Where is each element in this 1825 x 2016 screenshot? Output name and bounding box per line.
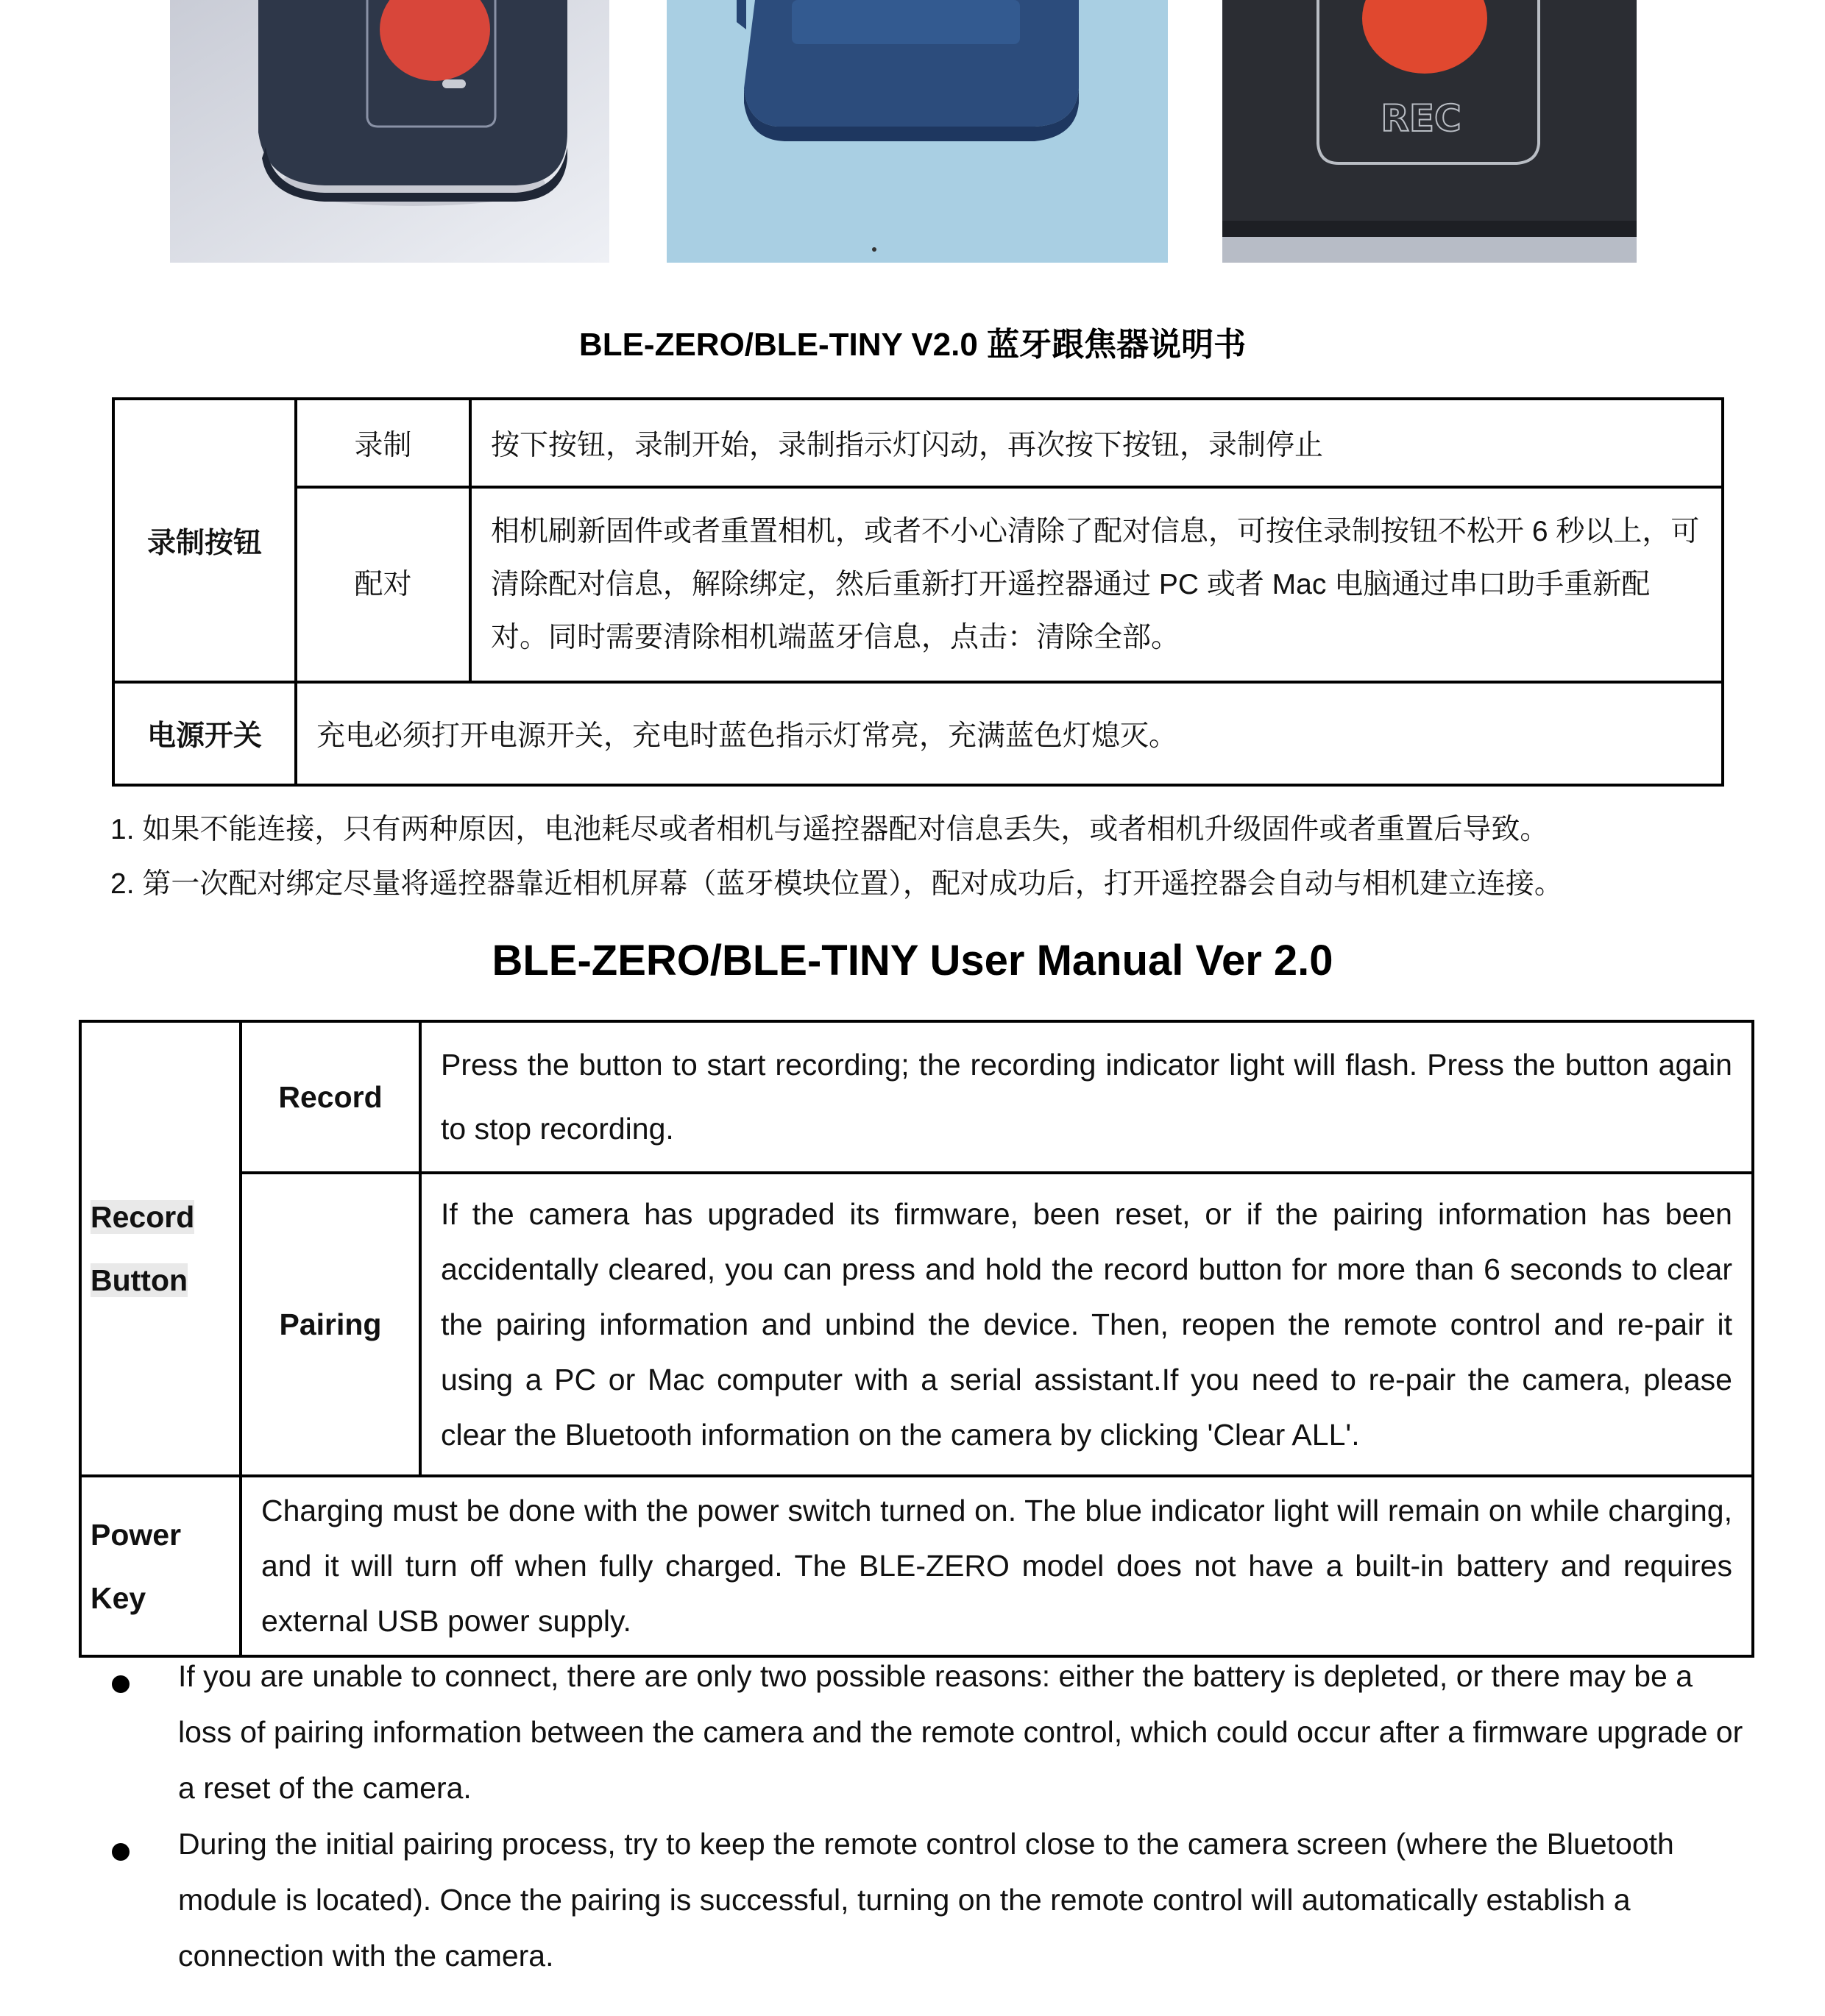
cn-power-switch-header: 电源开关	[113, 682, 296, 785]
rec-label: REC	[1381, 97, 1461, 140]
en-note-2: During the initial pairing process, try to keep the remote control close to the camera screen (where the Bluetooth module is located). Once the pairing is successful, turning on the remote control will automatically establish a connection with the camera.	[178, 1827, 1674, 1973]
product-photo-2	[667, 0, 1168, 263]
en-power-key-header	[80, 1476, 241, 1656]
remote-photo-rec	[1222, 0, 1637, 263]
cn-manual-title: BLE-ZERO/BLE-TINY V2.0 蓝牙跟焦器说明书	[578, 327, 1247, 363]
en-record-button-header	[80, 1021, 241, 1476]
bullet-icon	[112, 1843, 130, 1861]
en-power-desc: Charging must be done with the power switch turned on. The blue indicator light will remain on while charging, and it will turn off when fully charged. The BLE-ZERO model does not have a built-in battery and requires external USB power supply.	[241, 1476, 1753, 1656]
cn-manual-table	[112, 397, 1724, 787]
table-row	[80, 1173, 1753, 1476]
cn-note-1: 1. 如果不能连接，只有两种原因，电池耗尽或者相机与遥控器配对信息丢失，或者相机升级固件或者重置后导致。	[110, 814, 1549, 845]
en-record-button-line2: Button	[91, 1263, 188, 1297]
bullet-icon	[112, 1675, 130, 1693]
product-photo-1	[170, 0, 609, 263]
en-pairing-label: Pairing	[241, 1173, 420, 1476]
en-power-key-line1: Power	[91, 1517, 182, 1552]
product-photo-3	[1222, 0, 1637, 263]
table-row	[113, 487, 1723, 682]
table-row	[113, 682, 1723, 785]
en-record-label: Record	[241, 1021, 420, 1173]
cn-pairing-label: 配对	[296, 487, 470, 682]
cn-record-button-header: 录制按钮	[113, 399, 296, 682]
table-row	[80, 1476, 1753, 1656]
en-manual-table	[79, 1020, 1754, 1658]
cn-pairing-desc: 相机刷新固件或者重置相机，或者不小心清除了配对信息，可按住录制按钮不松开 6 秒以上，可清除配对信息，解除绑定，然后重新打开遥控器通过 PC 或者 Mac 电脑通过串口助手重新配对。同时需要清除相机端蓝牙信息，点击：清除全部。	[470, 487, 1723, 682]
en-power-key-line2: Key	[91, 1580, 146, 1615]
cn-power-desc: 充电必须打开电源开关，充电时蓝色指示灯常亮，充满蓝色灯熄灭。	[296, 682, 1723, 785]
en-note-1: If you are unable to connect, there are only two possible reasons: either the battery is depleted, or there may be a loss of pairing information between the camera and the remote control, which could occur after a firmware upgrade or a reset of the camera.	[178, 1659, 1743, 1805]
remote-photo-blue-bg	[667, 0, 1168, 263]
en-pairing-desc: If the camera has upgraded its firmware, been reset, or if the pairing information has been accidentally cleared, you can press and hold the record button for more than 6 seconds to clear the pairing information and unbind the device. Then, reopen the remote control and re-pair it using a PC or Mac computer with a serial assistant.If you need to re-pair the camera, please clear the Bluetooth information on the camera by clicking 'Clear ALL'.	[420, 1173, 1753, 1476]
cn-record-desc: 按下按钮，录制开始，录制指示灯闪动，再次按下按钮，录制停止	[470, 399, 1723, 487]
en-record-button-line1: Record	[91, 1200, 195, 1234]
en-manual-title: BLE-ZERO/BLE-TINY User Manual Ver 2.0	[492, 937, 1333, 984]
table-row	[113, 399, 1723, 487]
cn-note-2: 2. 第一次配对绑定尽量将遥控器靠近相机屏幕（蓝牙模块位置），配对成功后，打开遥控器会自动与相机建立连接。	[110, 868, 1563, 900]
en-record-desc: Press the button to start recording; the recording indicator light will flash. Press the button again to stop recording.	[420, 1021, 1753, 1173]
table-row	[80, 1021, 1753, 1173]
cn-record-label: 录制	[296, 399, 470, 487]
remote-photo-gray-bg	[170, 0, 609, 263]
